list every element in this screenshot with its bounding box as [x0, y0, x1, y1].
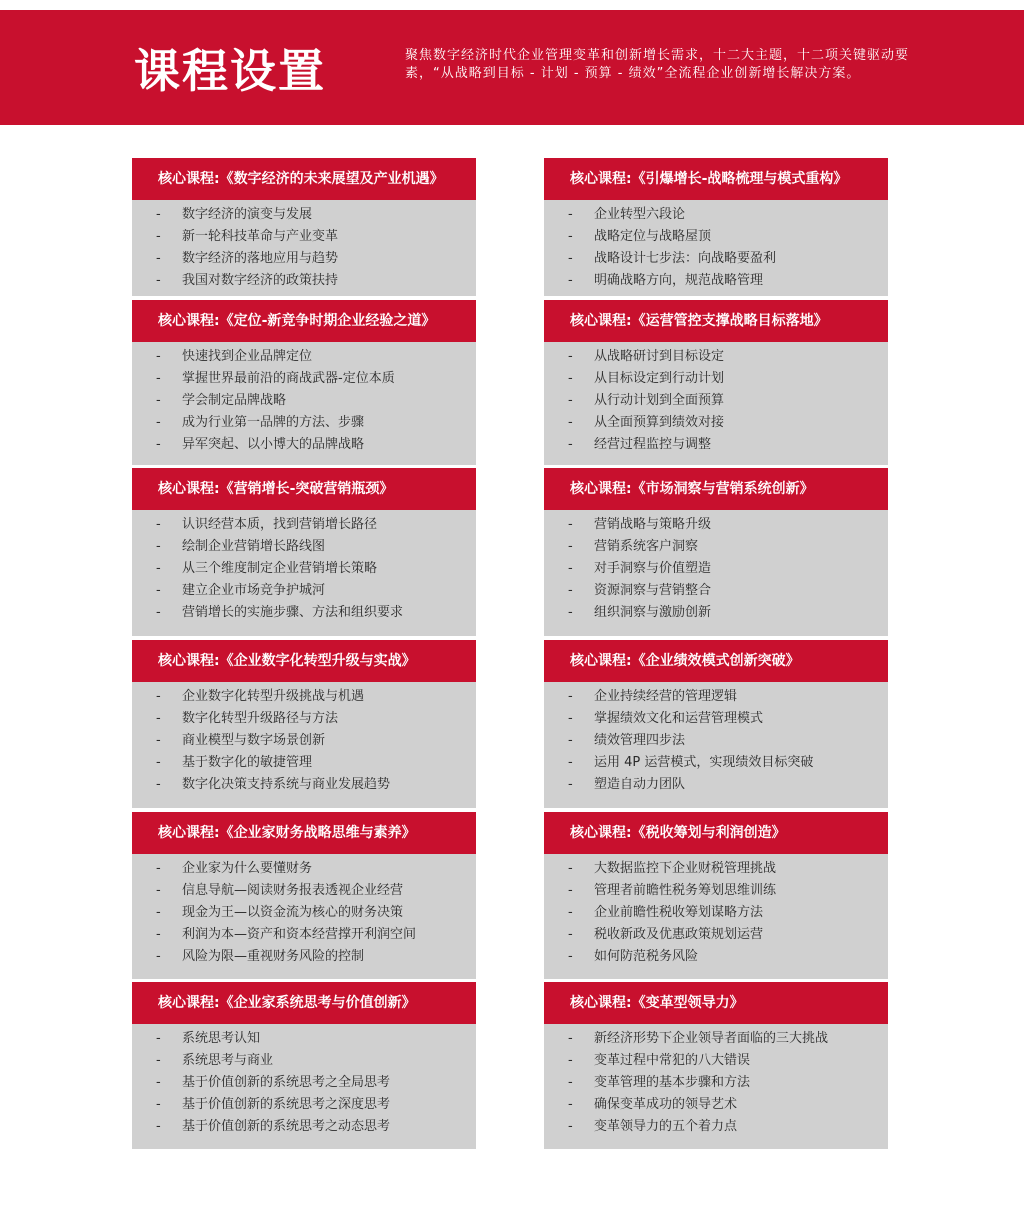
dash-bullet: -	[156, 349, 161, 364]
course-topic-text: 对手洞察与价值塑造	[594, 561, 712, 576]
course-topic-text: 营销系统客户洞察	[594, 539, 699, 554]
course-topic-text: 学会制定品牌战略	[182, 393, 287, 408]
course-topic-item	[132, 1116, 476, 1138]
dash-bullet: -	[156, 949, 161, 964]
course-title: 核心课程:《税收筹划与利润创造》	[544, 812, 888, 854]
dash-bullet: -	[156, 207, 161, 222]
course-title: 核心课程:《市场洞察与营销系统创新》	[544, 468, 888, 510]
course-title: 核心课程:《营销增长-突破营销瓶颈》	[132, 468, 476, 510]
course-topic-text: 战略设计七步法：向战略要盈利	[594, 251, 777, 266]
course-topic-text: 企业前瞻性税收筹划谋略方法	[594, 905, 764, 920]
course-topic-text: 系统思考与商业	[182, 1053, 274, 1068]
course-topic-item	[132, 880, 476, 902]
dash-bullet: -	[568, 1119, 573, 1134]
course-topic-text: 基于价值创新的系统思考之深度思考	[182, 1097, 391, 1112]
dash-bullet: -	[156, 1119, 161, 1134]
dash-bullet: -	[156, 861, 161, 876]
course-card	[544, 640, 888, 808]
course-topic-text: 营销战略与策略升级	[594, 517, 712, 532]
course-card	[132, 812, 476, 979]
dash-bullet: -	[156, 371, 161, 386]
course-topic-text: 企业转型六段论	[594, 207, 686, 222]
dash-bullet: -	[568, 583, 573, 598]
course-topic-item	[132, 536, 476, 558]
dash-bullet: -	[156, 1053, 161, 1068]
course-topic-item	[544, 1072, 888, 1094]
dash-bullet: -	[568, 229, 573, 244]
course-topic-text: 掌握世界最前沿的商战武器-定位本质	[182, 371, 395, 386]
course-topic-item	[544, 602, 888, 624]
course-topic-item	[544, 346, 888, 368]
dash-bullet: -	[156, 539, 161, 554]
course-topic-text: 绘制企业营销增长路线图	[182, 539, 326, 554]
dash-bullet: -	[156, 273, 161, 288]
course-topic-text: 从行动计划到全面预算	[594, 393, 725, 408]
course-topic-list	[132, 510, 476, 624]
dash-bullet: -	[568, 883, 573, 898]
course-topic-text: 大数据监控下企业财税管理挑战	[594, 861, 777, 876]
dash-bullet: -	[156, 1031, 161, 1046]
dash-bullet: -	[156, 415, 161, 430]
course-title: 核心课程:《定位-新竞争时期企业经验之道》	[132, 300, 476, 342]
course-topic-item	[544, 946, 888, 968]
dash-bullet: -	[568, 273, 573, 288]
course-topic-item	[544, 924, 888, 946]
course-topic-item	[544, 514, 888, 536]
course-topic-text: 确保变革成功的领导艺术	[594, 1097, 738, 1112]
course-topic-item	[132, 686, 476, 708]
dash-bullet: -	[156, 517, 161, 532]
page-title: 课程设置	[134, 44, 326, 98]
course-topic-list	[544, 200, 888, 292]
course-topic-text: 战略定位与战略屋顶	[594, 229, 712, 244]
course-topic-item	[544, 248, 888, 270]
course-topic-list	[544, 682, 888, 796]
dash-bullet: -	[156, 927, 161, 942]
dash-bullet: -	[156, 1097, 161, 1112]
course-topic-item	[132, 270, 476, 292]
course-topic-text: 数字化转型升级路径与方法	[182, 711, 339, 726]
course-topic-item	[132, 204, 476, 226]
course-topic-item	[544, 270, 888, 292]
course-topic-item	[132, 226, 476, 248]
course-topic-item	[132, 580, 476, 602]
course-topic-item	[132, 730, 476, 752]
course-card	[132, 468, 476, 636]
course-topic-text: 基于价值创新的系统思考之全局思考	[182, 1075, 391, 1090]
dash-bullet: -	[156, 777, 161, 792]
course-card	[132, 982, 476, 1149]
dash-bullet: -	[568, 733, 573, 748]
course-topic-item	[544, 1028, 888, 1050]
course-topic-text: 数字经济的落地应用与趋势	[182, 251, 339, 266]
course-topic-item	[544, 1094, 888, 1116]
course-topic-item	[544, 902, 888, 924]
page-description: 聚焦数字经济时代企业管理变革和创新增长需求，十二大主题，十二项关键驱动要素，“从战略到目标 - 计划 - 预算 - 绩效”全流程企业创新增长解决方案。	[405, 48, 910, 81]
dash-bullet: -	[568, 517, 573, 532]
course-topic-item	[132, 708, 476, 730]
dash-bullet: -	[156, 561, 161, 576]
course-topic-text: 利润为本—资产和资本经营撑开利润空间	[182, 927, 417, 942]
course-topic-item	[544, 204, 888, 226]
course-topic-item	[544, 774, 888, 796]
dash-bullet: -	[156, 251, 161, 266]
dash-bullet: -	[568, 689, 573, 704]
dash-bullet: -	[568, 561, 573, 576]
course-topic-item	[132, 924, 476, 946]
course-topic-item	[132, 1072, 476, 1094]
course-topic-item	[544, 226, 888, 248]
course-topic-item	[544, 858, 888, 880]
dash-bullet: -	[568, 207, 573, 222]
dash-bullet: -	[156, 883, 161, 898]
course-topic-list	[132, 342, 476, 456]
dash-bullet: -	[568, 949, 573, 964]
dash-bullet: -	[568, 927, 573, 942]
course-topic-text: 认识经营本质，找到营销增长路径	[182, 517, 378, 532]
course-topic-item	[132, 752, 476, 774]
course-topic-text: 企业持续经营的管理逻辑	[594, 689, 738, 704]
course-topic-item	[132, 1028, 476, 1050]
course-topic-text: 信息导航—阅读财务报表透视企业经营	[182, 883, 404, 898]
course-topic-item	[544, 536, 888, 558]
course-title: 核心课程:《变革型领导力》	[544, 982, 888, 1024]
course-topic-item	[132, 558, 476, 580]
dash-bullet: -	[568, 349, 573, 364]
course-topic-text: 管理者前瞻性税务筹划思维训练	[594, 883, 777, 898]
course-topic-text: 成为行业第一品牌的方法、步骤	[182, 415, 365, 430]
course-topic-text: 税收新政及优惠政策规划运营	[594, 927, 764, 942]
dash-bullet: -	[568, 539, 573, 554]
course-topic-item	[132, 434, 476, 456]
course-topic-text: 数字经济的演变与发展	[182, 207, 313, 222]
dash-bullet: -	[568, 1097, 573, 1112]
course-title: 核心课程:《运营管控支撑战略目标落地》	[544, 300, 888, 342]
dash-bullet: -	[568, 251, 573, 266]
dash-bullet: -	[568, 711, 573, 726]
course-topic-item	[132, 514, 476, 536]
dash-bullet: -	[156, 583, 161, 598]
course-topic-item	[544, 686, 888, 708]
course-topic-item	[132, 946, 476, 968]
dash-bullet: -	[568, 415, 573, 430]
course-topic-item	[544, 880, 888, 902]
course-title: 核心课程:《企业家系统思考与价值创新》	[132, 982, 476, 1024]
dash-bullet: -	[568, 777, 573, 792]
course-topic-text: 风险为限—重视财务风险的控制	[182, 949, 365, 964]
course-topic-item	[132, 1094, 476, 1116]
dash-bullet: -	[568, 1053, 573, 1068]
dash-bullet: -	[156, 393, 161, 408]
course-topic-text: 基于数字化的敏捷管理	[182, 755, 313, 770]
course-card	[132, 300, 476, 465]
course-card	[544, 158, 888, 296]
dash-bullet: -	[568, 1075, 573, 1090]
course-topic-text: 系统思考认知	[182, 1031, 261, 1046]
course-topic-list	[544, 510, 888, 624]
course-topic-list	[132, 682, 476, 796]
course-title: 核心课程:《数字经济的未来展望及产业机遇》	[132, 158, 476, 200]
course-topic-item	[132, 390, 476, 412]
dash-bullet: -	[156, 755, 161, 770]
course-topic-text: 资源洞察与营销整合	[594, 583, 712, 598]
course-topic-item	[544, 730, 888, 752]
course-topic-text: 新经济形势下企业领导者面临的三大挑战	[594, 1031, 829, 1046]
course-card	[544, 468, 888, 636]
dash-bullet: -	[568, 861, 573, 876]
dash-bullet: -	[156, 229, 161, 244]
course-topic-item	[544, 434, 888, 456]
course-topic-item	[132, 902, 476, 924]
course-topic-item	[132, 1050, 476, 1072]
course-topic-text: 商业模型与数字场景创新	[182, 733, 326, 748]
course-topic-list	[132, 854, 476, 968]
course-topic-item	[132, 346, 476, 368]
course-topic-text: 运用 4P 运营模式，实现绩效目标突破	[594, 755, 814, 770]
course-card	[544, 300, 888, 465]
course-topic-text: 从战略研讨到目标设定	[594, 349, 725, 364]
dash-bullet: -	[568, 371, 573, 386]
course-topic-text: 绩效管理四步法	[594, 733, 686, 748]
course-topic-item	[544, 412, 888, 434]
course-topic-text: 组织洞察与激励创新	[594, 605, 712, 620]
header-banner	[0, 10, 1024, 125]
course-topic-text: 营销增长的实施步骤、方法和组织要求	[182, 605, 404, 620]
course-topic-text: 从全面预算到绩效对接	[594, 415, 725, 430]
course-topic-item	[544, 752, 888, 774]
dash-bullet: -	[568, 437, 573, 452]
course-topic-list	[544, 342, 888, 456]
course-topic-text: 从目标设定到行动计划	[594, 371, 725, 386]
course-topic-text: 我国对数字经济的政策扶持	[182, 273, 339, 288]
dash-bullet: -	[156, 905, 161, 920]
course-topic-item	[132, 248, 476, 270]
course-topic-text: 经营过程监控与调整	[594, 437, 712, 452]
course-topic-text: 变革过程中常犯的八大错误	[594, 1053, 751, 1068]
course-topic-text: 变革领导力的五个着力点	[594, 1119, 738, 1134]
course-topic-item	[132, 602, 476, 624]
course-topic-list	[544, 854, 888, 968]
course-topic-text: 掌握绩效文化和运营管理模式	[594, 711, 764, 726]
course-topic-item	[544, 580, 888, 602]
course-topic-text: 明确战略方向，规范战略管理	[594, 273, 764, 288]
course-title: 核心课程:《企业绩效模式创新突破》	[544, 640, 888, 682]
dash-bullet: -	[156, 733, 161, 748]
dash-bullet: -	[156, 605, 161, 620]
course-topic-text: 从三个维度制定企业营销增长策略	[182, 561, 378, 576]
course-topic-text: 数字化决策支持系统与商业发展趋势	[182, 777, 391, 792]
course-card	[132, 640, 476, 808]
course-card	[132, 158, 476, 296]
course-topic-list	[132, 200, 476, 292]
course-topic-text: 塑造自动力团队	[594, 777, 686, 792]
course-topic-item	[544, 368, 888, 390]
course-topic-text: 企业数字化转型升级挑战与机遇	[182, 689, 365, 704]
dash-bullet: -	[156, 1075, 161, 1090]
dash-bullet: -	[568, 605, 573, 620]
course-topic-item	[132, 368, 476, 390]
course-topic-item	[132, 858, 476, 880]
course-topic-item	[132, 774, 476, 796]
dash-bullet: -	[568, 393, 573, 408]
course-topic-list	[132, 1024, 476, 1138]
course-card	[544, 982, 888, 1149]
course-topic-item	[544, 1050, 888, 1072]
dash-bullet: -	[568, 905, 573, 920]
course-topic-text: 基于价值创新的系统思考之动态思考	[182, 1119, 391, 1134]
course-topic-text: 如何防范税务风险	[594, 949, 699, 964]
course-topic-text: 变革管理的基本步骤和方法	[594, 1075, 751, 1090]
course-topic-item	[544, 558, 888, 580]
course-topic-item	[544, 1116, 888, 1138]
dash-bullet: -	[156, 711, 161, 726]
course-card	[544, 812, 888, 979]
dash-bullet: -	[568, 755, 573, 770]
course-topic-text: 快速找到企业品牌定位	[182, 349, 313, 364]
dash-bullet: -	[156, 437, 161, 452]
course-topic-item	[132, 412, 476, 434]
course-topic-item	[544, 708, 888, 730]
dash-bullet: -	[156, 689, 161, 704]
course-topic-list	[544, 1024, 888, 1138]
course-title: 核心课程:《企业数字化转型升级与实战》	[132, 640, 476, 682]
course-title: 核心课程:《企业家财务战略思维与素养》	[132, 812, 476, 854]
course-topic-item	[544, 390, 888, 412]
dash-bullet: -	[568, 1031, 573, 1046]
course-topic-text: 建立企业市场竞争护城河	[182, 583, 326, 598]
course-topic-text: 企业家为什么要懂财务	[182, 861, 313, 876]
course-topic-text: 现金为王—以资金流为核心的财务决策	[182, 905, 404, 920]
course-topic-text: 异军突起、以小博大的品牌战略	[182, 437, 365, 452]
course-title: 核心课程:《引爆增长-战略梳理与模式重构》	[544, 158, 888, 200]
course-topic-text: 新一轮科技革命与产业变革	[182, 229, 339, 244]
